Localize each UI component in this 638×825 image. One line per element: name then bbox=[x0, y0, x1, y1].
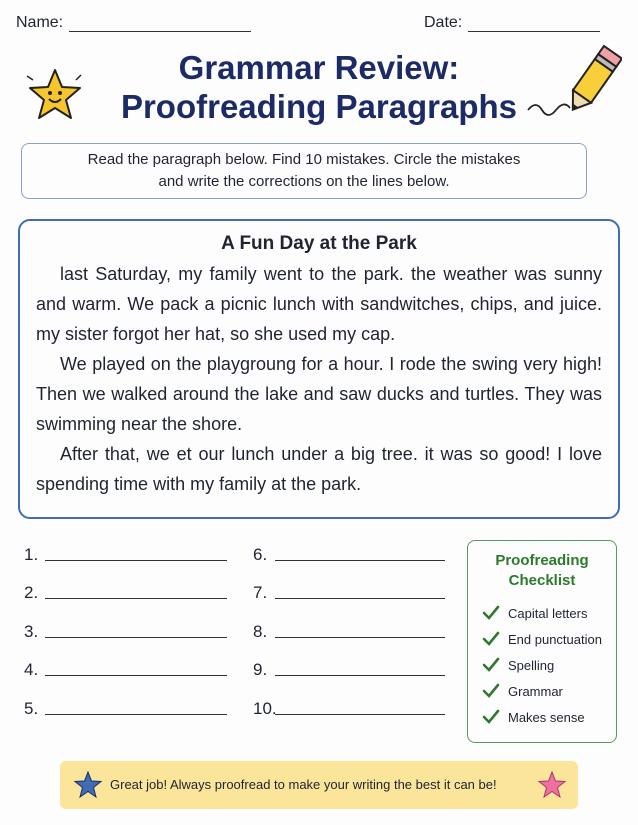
checklist-item bbox=[482, 683, 563, 699]
pink-star-icon bbox=[538, 771, 566, 798]
write-line[interactable] bbox=[45, 560, 227, 561]
instructions-line1: Read the paragraph below. Find 10 mistakes. Circle the mistakes bbox=[87, 151, 521, 168]
write-line[interactable] bbox=[275, 637, 445, 638]
date-label: Date: bbox=[424, 14, 463, 31]
answer-number: 8. bbox=[253, 622, 268, 641]
answer-number: 5. bbox=[24, 699, 39, 718]
passage-paragraph-2: We played on the playgroung for a hour. I rode the swing very high! Then we walked around the lake and saw ducks and turtles. They was swimming near the shore. bbox=[36, 354, 602, 434]
page-title-line1: Grammar Review: bbox=[178, 49, 460, 86]
page-title-line2: Proofreading Paragraphs bbox=[120, 88, 518, 125]
checkmark-icon bbox=[482, 709, 500, 725]
answer-number: 2. bbox=[24, 583, 39, 602]
checklist-title-line2: Checklist bbox=[508, 572, 576, 589]
answer-number: 9. bbox=[253, 660, 268, 679]
blue-star-icon bbox=[74, 771, 102, 798]
answer-line-10[interactable] bbox=[253, 699, 277, 719]
answer-number: 1. bbox=[24, 545, 39, 564]
checklist-item-label: Spelling bbox=[508, 657, 555, 673]
answer-line-6[interactable] bbox=[253, 545, 267, 565]
instructions-line2: and write the corrections on the lines below. bbox=[158, 173, 450, 190]
answer-number: 3. bbox=[24, 622, 39, 641]
checklist-item bbox=[482, 709, 585, 725]
answer-number: 10. bbox=[253, 699, 277, 718]
encouragement-banner bbox=[60, 761, 578, 809]
write-line[interactable] bbox=[45, 675, 227, 676]
passage-title: A Fun Day at the Park bbox=[221, 233, 417, 254]
checklist-item-label: End punctuation bbox=[508, 631, 602, 647]
name-field[interactable] bbox=[16, 14, 251, 32]
answer-line-3[interactable] bbox=[24, 622, 38, 642]
checklist-title-line1: Proofreading bbox=[495, 552, 589, 569]
passage-box bbox=[18, 219, 620, 519]
answer-line-1[interactable] bbox=[24, 545, 38, 565]
passage-paragraph-1: last Saturday, my family went to the park. the weather was sunny and warm. We pack a picnic lunch with sandwitches, chips, and juice. my sister forgot her hat, so she used my cap. bbox=[36, 264, 602, 344]
date-field[interactable] bbox=[424, 14, 600, 32]
checklist-item bbox=[482, 657, 554, 673]
answer-line-2[interactable] bbox=[24, 583, 38, 603]
checklist-item-label: Capital letters bbox=[508, 605, 588, 621]
instructions-box bbox=[21, 143, 587, 199]
checkmark-icon bbox=[482, 631, 500, 647]
answer-number: 6. bbox=[253, 545, 268, 564]
write-line[interactable] bbox=[275, 598, 445, 599]
answer-line-9[interactable] bbox=[253, 660, 267, 680]
checkmark-icon bbox=[482, 605, 500, 621]
checkmark-icon bbox=[482, 657, 500, 673]
checklist-item bbox=[482, 631, 602, 647]
write-line[interactable] bbox=[45, 637, 227, 638]
write-line[interactable] bbox=[45, 598, 227, 599]
name-line[interactable] bbox=[69, 15, 251, 32]
checklist-item-label: Makes sense bbox=[508, 709, 585, 725]
checklist-item-label: Grammar bbox=[508, 683, 563, 699]
answer-line-5[interactable] bbox=[24, 699, 38, 719]
passage-paragraph-3: After that, we et our lunch under a big tree. it was so good! I love spending time with my family at the park. bbox=[36, 444, 602, 494]
pencil-icon bbox=[522, 44, 622, 124]
write-line[interactable] bbox=[275, 675, 445, 676]
answer-line-8[interactable] bbox=[253, 622, 267, 642]
banner-message: Great job! Always proofread to make your writing the best it can be! bbox=[110, 777, 497, 792]
write-line[interactable] bbox=[275, 560, 445, 561]
write-line[interactable] bbox=[275, 714, 445, 715]
checkmark-icon bbox=[482, 683, 500, 699]
answer-number: 7. bbox=[253, 583, 268, 602]
answer-number: 4. bbox=[24, 660, 39, 679]
answer-line-4[interactable] bbox=[24, 660, 38, 680]
name-label: Name: bbox=[16, 14, 64, 31]
write-line[interactable] bbox=[45, 714, 227, 715]
proofreading-checklist bbox=[467, 540, 617, 743]
answer-line-7[interactable] bbox=[253, 583, 267, 603]
checklist-item bbox=[482, 605, 587, 621]
date-line[interactable] bbox=[468, 15, 600, 32]
